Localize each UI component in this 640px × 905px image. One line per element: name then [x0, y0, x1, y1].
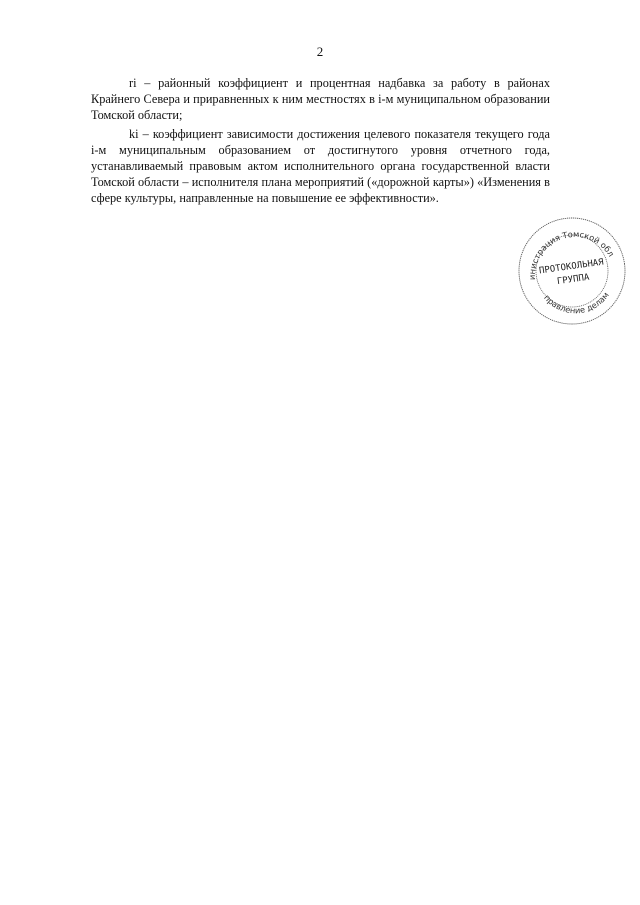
stamp-center-line-2: ГРУППА	[556, 272, 591, 288]
page-number: 2	[316, 44, 324, 59]
paragraph-ki: ki – коэффициент зависимости достижения целевого показателя текущего года i-м муниципальным образованием от достигнутого уровня отчетного года, устанавливаемый правовым актом исполнительного органа государственной власти Томской области – исполнителя плана мероприятий («дорожной карты») «Изменения в сфере культуры, направленные на повышение ее эффективности».	[91, 126, 550, 206]
stamp-center-line-1: ПРОТОКОЛЬНАЯ	[538, 257, 605, 277]
stamp-outer-text-top: Администрация Томской области	[526, 228, 617, 281]
paragraph-ri: ri – районный коэффициент и процентная надбавка за работу в районах Крайнего Севера и приравненных к ним местностях в i-м муниципальном образовании Томской области;	[91, 76, 550, 123]
stamp-outer-text-bottom: Управление делами	[542, 290, 611, 316]
body-text	[91, 75, 550, 209]
protocol-group-stamp	[514, 213, 630, 329]
